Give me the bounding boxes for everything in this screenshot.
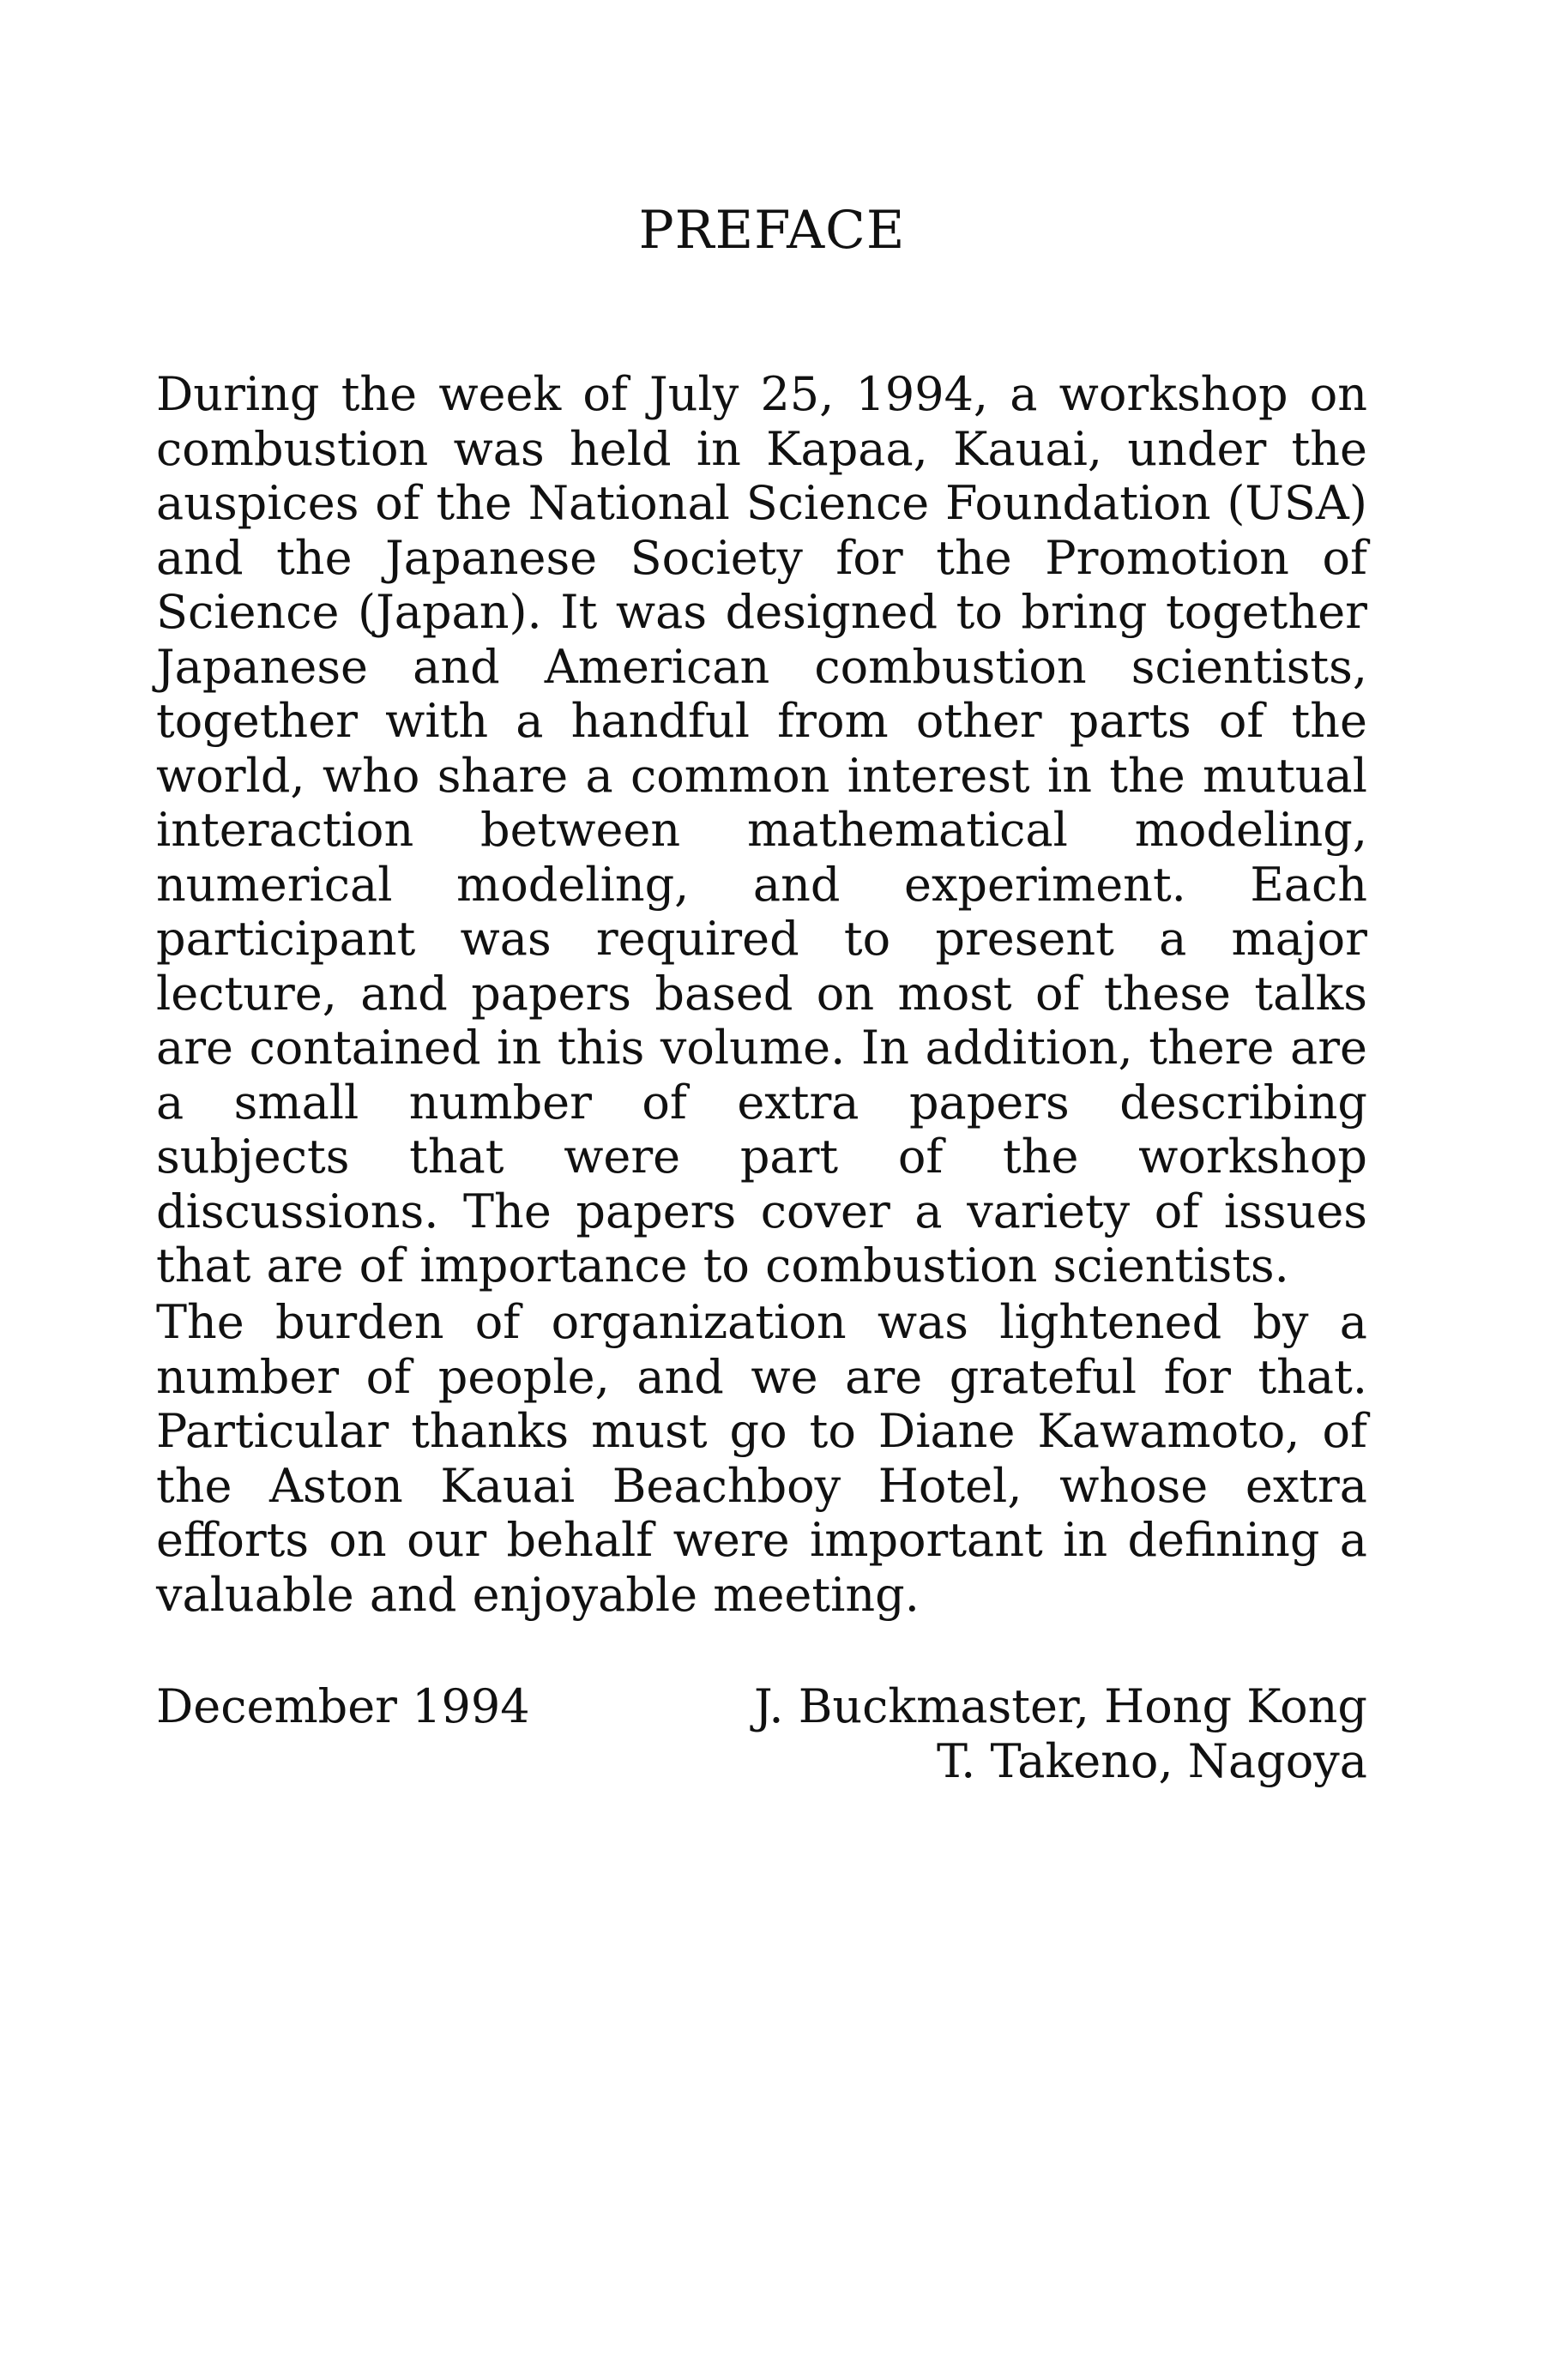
page-title: PREFACE: [638, 200, 906, 261]
signatory-2: T. Takeno, Nagoya: [937, 1733, 1367, 1788]
preface-paragraph-1: During the week of July 25, 1994, a workshop on combustion was held in Kapaa, Kauai, under the auspices of the National Science Foundation (USA) and the Japanese Society for the Promotion of Science (Japan). It was designed to bring together Japanese and American combustion scientists, together with a handful from other parts of the world, who share a common interest in the mutual interaction between mathematical modeling, numerical modeling, and experiment. Each participant was required to present a major lecture, and papers based on most of these talks are contained in this volume. In addition, there are a small number of extra papers describing subjects that were part of the workshop discussions. The papers cover a variety of issues that are of importance to combustion scientists.: [156, 367, 1367, 1292]
signature-block: [754, 1679, 1367, 1788]
signatory-1: J. Buckmaster, Hong Kong: [753, 1679, 1367, 1733]
preface-paragraph-2: The burden of organization was lightened by a number of people, and we are grateful for that. Particular thanks must go to Diane Kawamoto, of the Aston Kauai Beachboy Hotel, whose extra efforts on our behalf were important in defining a valuable and enjoyable meeting.: [156, 1295, 1367, 1622]
preface-date: December 1994: [156, 1679, 530, 1733]
